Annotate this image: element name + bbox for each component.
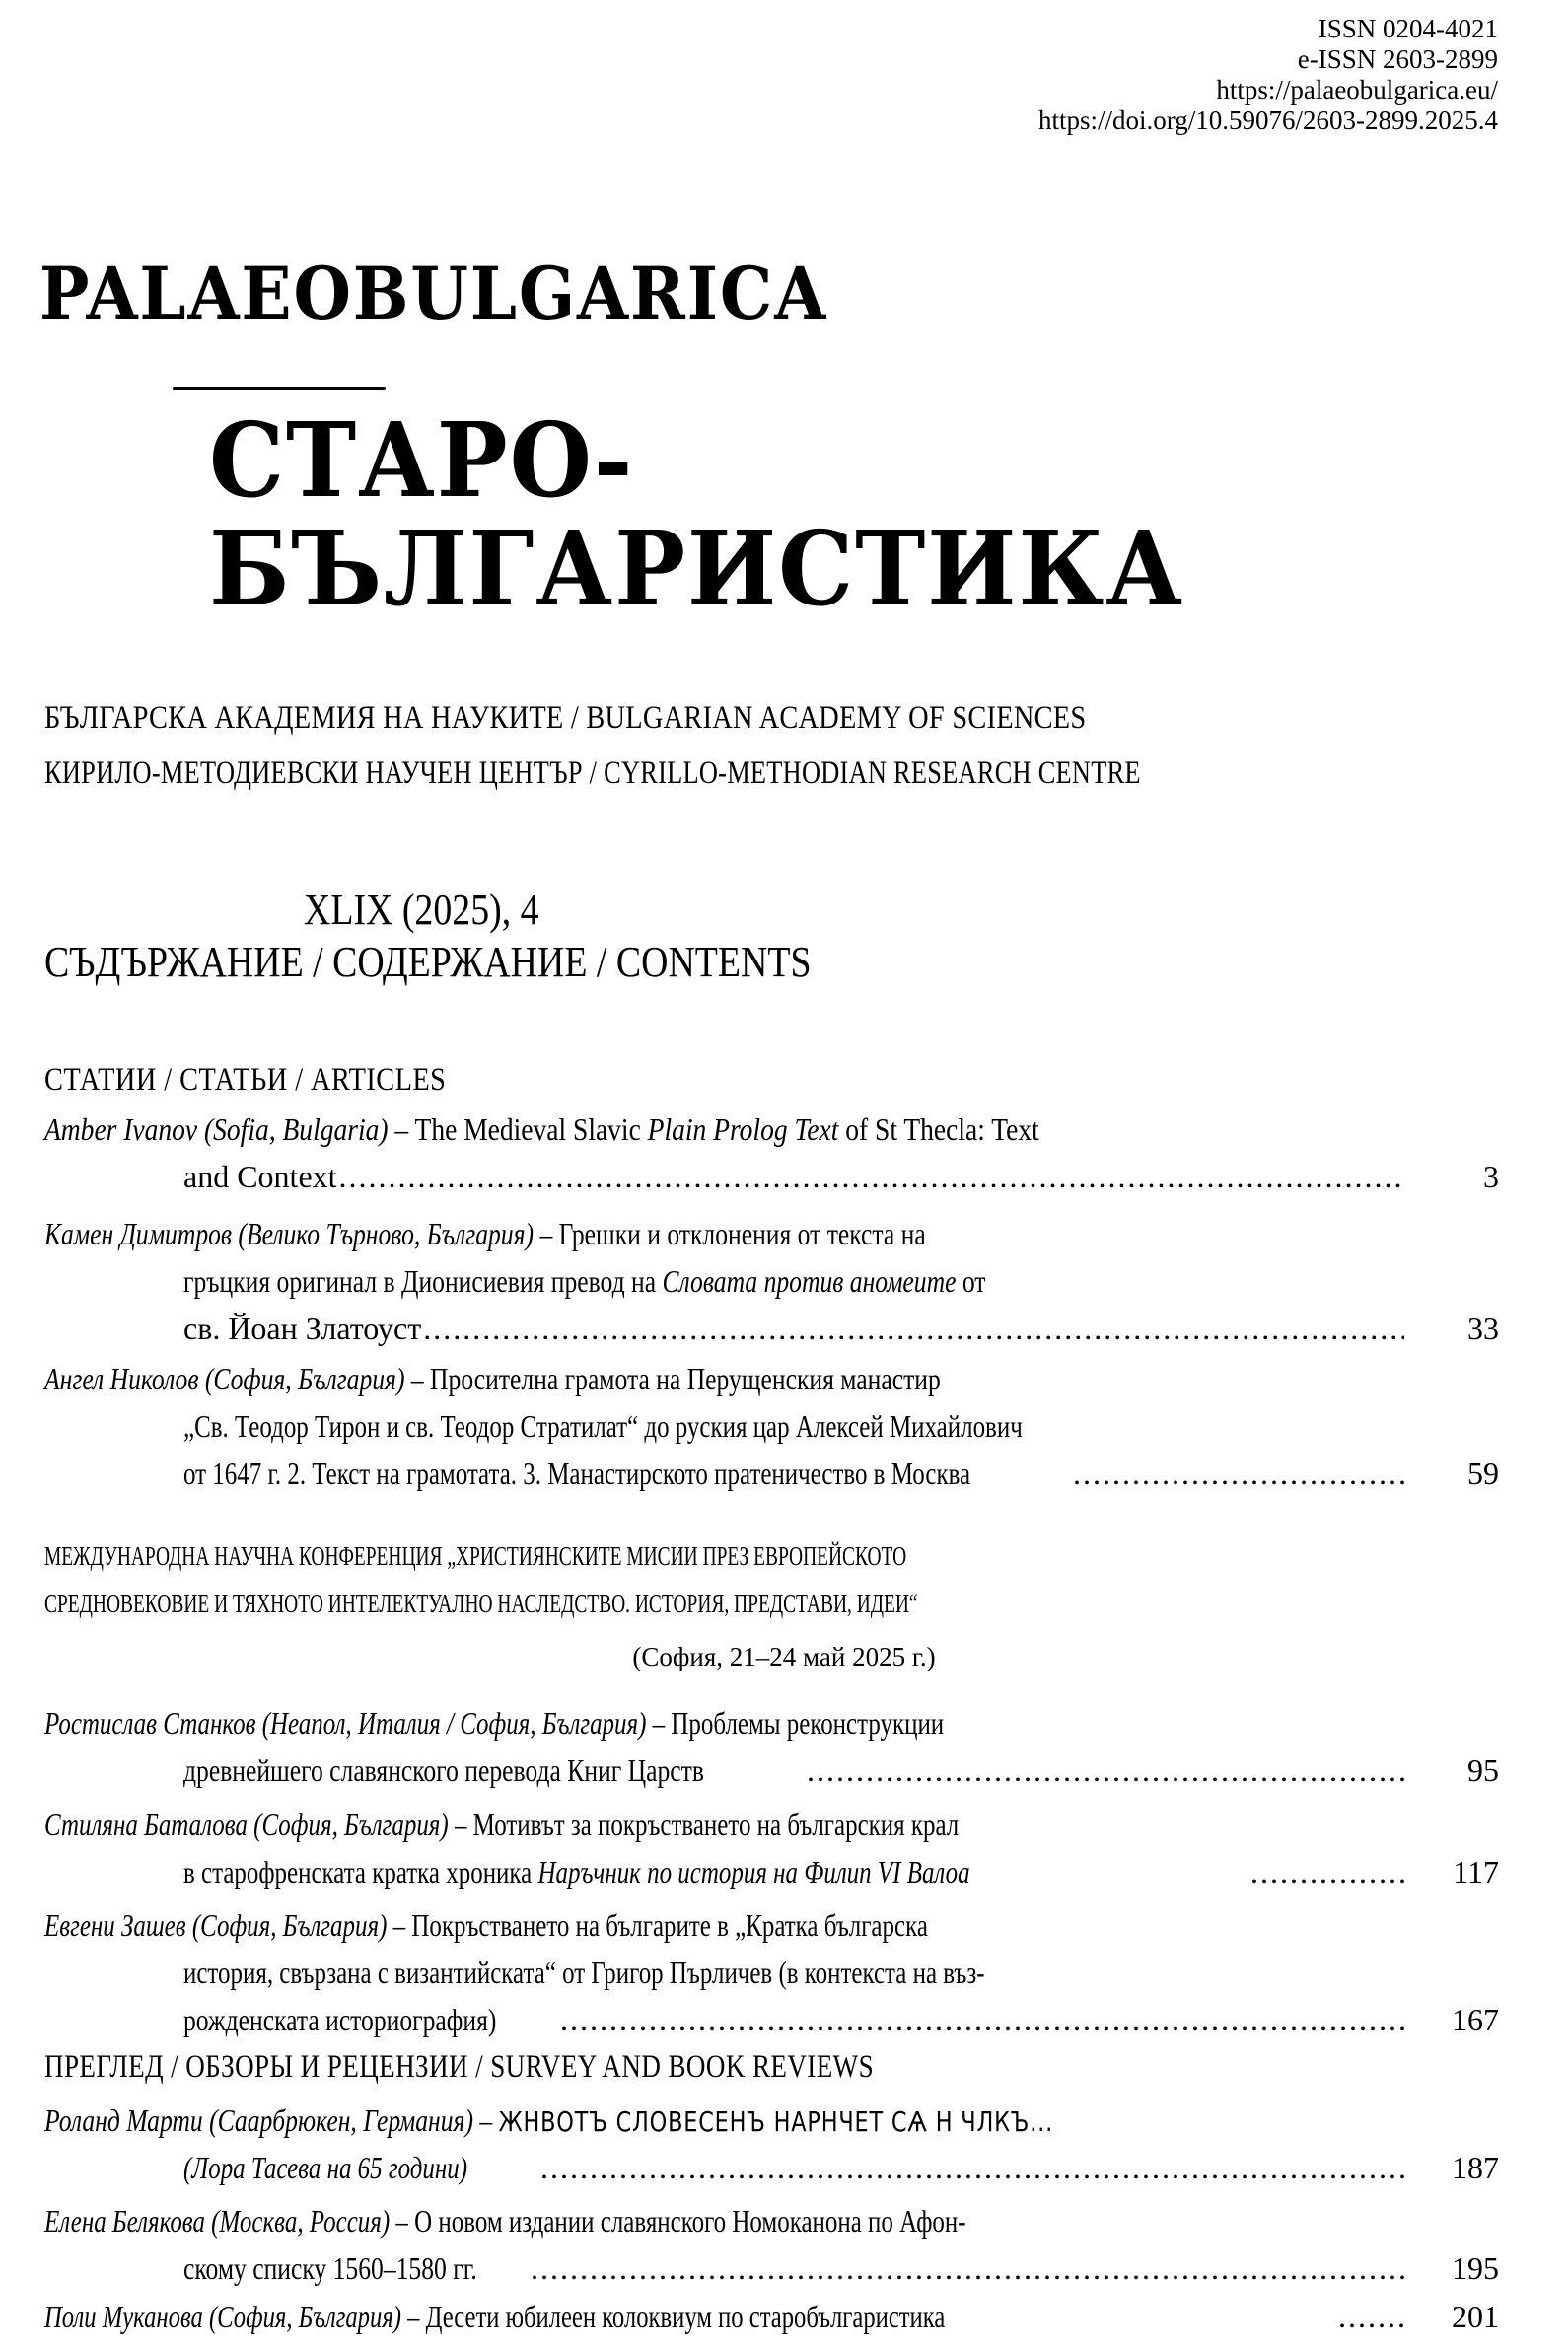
toc-page-number: 3 <box>1483 1159 1499 1194</box>
doi-link[interactable]: https://doi.org/10.59076/2603-2899.2025.4 <box>1037 106 1498 135</box>
toc-entry-line <box>44 1949 1499 1996</box>
toc-entry-line <box>44 1402 1499 1450</box>
toc-title-slavonic: ЖНВОТЪ СЛОВЕСЕНЪ НАРНЧЕТ СѦ Н ЧЛКЪ... <box>498 2105 1053 2138</box>
toc-title: рожденската историография) <box>183 2002 497 2037</box>
toc-title-italic: Словата против аномеите <box>662 1263 957 1299</box>
toc-title: – Просителна грамота на Перущенския манастир <box>404 1361 941 1396</box>
conference-title-line2-text: СРЕДНОВЕКОВИЕ И ТЯХНОТО ИНТЕЛЕКТУАЛНО НАСЛЕДСТВО. ИСТОРИЯ, ПРЕДСТАВИ, ИДЕИ“ <box>44 1589 918 1618</box>
toc-author: Евгени Зашев (София, България) <box>44 1907 388 1943</box>
toc-title: – Проблемы реконструкции <box>646 1705 945 1741</box>
logo-latin-title: palaeobulgarica <box>39 222 828 343</box>
section-heading-reviews <box>44 2049 1056 2086</box>
toc-page-number: 187 <box>1452 2150 1499 2185</box>
toc-page-number: 117 <box>1453 1854 1499 1889</box>
issue-volume <box>304 885 577 935</box>
leader-dots <box>807 1746 1404 1794</box>
toc-title: – <box>472 2102 499 2138</box>
conference-title-line2 <box>44 1589 1257 1619</box>
toc-page-number: 195 <box>1452 2250 1499 2286</box>
toc-entry[interactable] <box>44 2293 1499 2340</box>
toc-author: Ростислав Станков (Неапол, Италия / София, България) <box>44 1705 647 1741</box>
toc-title: – О новом издании славянского Номоканона по Афон- <box>390 2203 966 2239</box>
toc-title: – Покръстването на българите в „Кратка българска <box>387 1907 928 1943</box>
toc-entry[interactable] <box>44 1699 1499 1794</box>
website-link[interactable]: https://palaeobulgarica.eu/ <box>1216 75 1498 105</box>
toc-entry-line <box>44 1355 1499 1402</box>
toc-entry-line <box>44 1105 1499 1153</box>
eissn: e-ISSN 2603-2899 <box>1297 44 1498 74</box>
toc-title: от <box>956 1263 986 1299</box>
toc-entry-last-line <box>44 1746 1499 1794</box>
toc-author: Камен Димитров (Велико Търново, България) <box>44 1216 535 1251</box>
institution-line2 <box>44 755 1415 792</box>
toc-page-number: 59 <box>1467 1456 1499 1491</box>
toc-title: „Св. Теодор Тирон и св. Теодор Стратилат“ до руския цар Алексей Михайлович <box>183 1408 1023 1444</box>
institution-line1-text: БЪЛГАРСКА АКАДЕМИЯ НА НАУКИТЕ / BULGARIAN ACADEMY OF SCIENCES <box>44 700 1087 736</box>
toc-entry[interactable] <box>44 1901 1499 2043</box>
toc-entry-last-line <box>44 1848 1499 1895</box>
toc-author: Елена Белякова (Москва, Россия) <box>44 2203 391 2239</box>
toc-entry-last-line <box>44 1996 1499 2043</box>
section-heading-articles <box>44 1062 512 1099</box>
toc-title: – Десети юбилеен колоквиум по старобългаристика <box>400 2299 946 2334</box>
toc-entry-last-line <box>44 2244 1499 2292</box>
contents-heading <box>44 937 936 987</box>
toc-entry[interactable] <box>44 2097 1499 2191</box>
toc-entry-line <box>44 2197 1499 2244</box>
toc-entry-last-line <box>44 1305 1499 1352</box>
toc-title: and Context <box>183 1159 337 1194</box>
toc-entry-last-line <box>44 2144 1499 2191</box>
toc-title-italic: (Лора Тасева на 65 години) <box>183 2150 468 2185</box>
toc-title-italic: Plain Prolog Text <box>647 1111 839 1147</box>
toc-title: – The Medieval Slavic <box>388 1111 648 1147</box>
leader-dots <box>540 2144 1404 2191</box>
toc-entry-line <box>44 1210 1499 1257</box>
toc-entry-last-line <box>44 1153 1499 1200</box>
leader-dots <box>423 1305 1404 1352</box>
leader-dots <box>1338 2293 1404 2340</box>
toc-author: Стиляна Баталова (София, България) <box>44 1807 449 1842</box>
leader-dots <box>1073 1450 1404 1497</box>
conference-date: (София, 21–24 май 2025 г.) <box>632 1642 936 1671</box>
toc-entry-line <box>44 1901 1499 1949</box>
toc-entry-line <box>44 2293 1499 2340</box>
contents-heading-text: СЪДЪРЖАНИЕ / СОДЕРЖАНИЕ / CONTENTS <box>44 938 812 986</box>
toc-title: гръцкия оригинал в Дионисиевия превод на <box>183 1263 663 1299</box>
toc-title: скому списку 1560–1580 гг. <box>183 2250 477 2286</box>
institution-line2-text: КИРИЛО-МЕТОДИЕВСКИ НАУЧЕН ЦЕНТЪР / CYRILLO-METHODIAN RESEARCH CENTRE <box>44 755 1141 791</box>
issn: ISSN 0204-4021 <box>1318 14 1498 43</box>
leader-dots <box>339 1153 1404 1200</box>
logo-divider <box>173 387 386 390</box>
toc-entry[interactable] <box>44 2197 1499 2292</box>
toc-entry-line <box>44 1257 1499 1305</box>
toc-page-number: 201 <box>1452 2299 1499 2334</box>
toc-entry-line <box>44 1801 1499 1848</box>
toc-title: – Мотивът за покръстването на българския крал <box>448 1807 960 1842</box>
toc-author: Ангел Николов (София, България) <box>44 1361 405 1396</box>
toc-page-number: 95 <box>1467 1752 1499 1788</box>
toc-entry[interactable] <box>44 1210 1499 1352</box>
logo-cyrillic-line1: СТАРО- <box>209 399 635 521</box>
journal-identifiers <box>1038 14 1498 136</box>
logo-cyrillic-line2: БЪЛГАРИСТИКА <box>209 508 1185 629</box>
toc-entry-line <box>44 2097 1499 2144</box>
toc-page-number: 167 <box>1452 2002 1499 2037</box>
toc-title: в старофренската кратка хроника <box>183 1854 538 1889</box>
issue-volume-text: XLIX (2025), 4 <box>304 886 539 934</box>
toc-author: Amber Ivanov (Sofia, Bulgaria) <box>44 1111 389 1147</box>
toc-author: Поли Муканова (София, България) <box>44 2299 401 2334</box>
section-heading-articles-text: СТАТИИ / СТАТЬИ / ARTICLES <box>44 1062 447 1098</box>
toc-title-italic: Наръчник по история на Филип VI Валоа <box>537 1854 970 1889</box>
leader-dots <box>560 1996 1404 2043</box>
toc-title: of St Thecla: Text <box>838 1111 1039 1147</box>
section-heading-reviews-text: ПРЕГЛЕД / ОБЗОРЫ И РЕЦЕНЗИИ / SURVEY AND BOOK REVIEWS <box>44 2049 875 2085</box>
toc-entry[interactable] <box>44 1801 1499 1895</box>
toc-title: св. Йоан Златоуст <box>183 1311 422 1346</box>
toc-entry-line <box>44 1699 1499 1746</box>
leader-dots <box>1250 1848 1404 1895</box>
toc-entry[interactable] <box>44 1355 1499 1497</box>
leader-dots <box>531 2244 1404 2292</box>
toc-title: – Грешки и отклонения от текста на <box>534 1216 926 1251</box>
conference-title-line1-text: МЕЖДУНАРОДНА НАУЧНА КОНФЕРЕНЦИЯ „ХРИСТИЯНСКИТЕ МИСИИ ПРЕЗ ЕВРОПЕЙСКОТО <box>44 1541 907 1571</box>
conference-title-line1 <box>44 1541 1242 1572</box>
toc-page-number: 33 <box>1467 1311 1499 1346</box>
toc-title: от 1647 г. 2. Текст на грамотата. 3. Манастирското пратеничество в Москва <box>183 1456 971 1491</box>
toc-entry[interactable] <box>44 1105 1499 1200</box>
toc-title: древнейшего славянского перевода Книг Царств <box>183 1752 704 1788</box>
toc-title: история, свързана с византийската“ от Григор Пърличев (в контекста на въз- <box>183 1955 985 1990</box>
institution-line1 <box>44 700 1255 737</box>
toc-author: Роланд Марти (Саарбрюкен, Германия) <box>44 2102 473 2138</box>
toc-entry-last-line <box>44 1450 1499 1497</box>
